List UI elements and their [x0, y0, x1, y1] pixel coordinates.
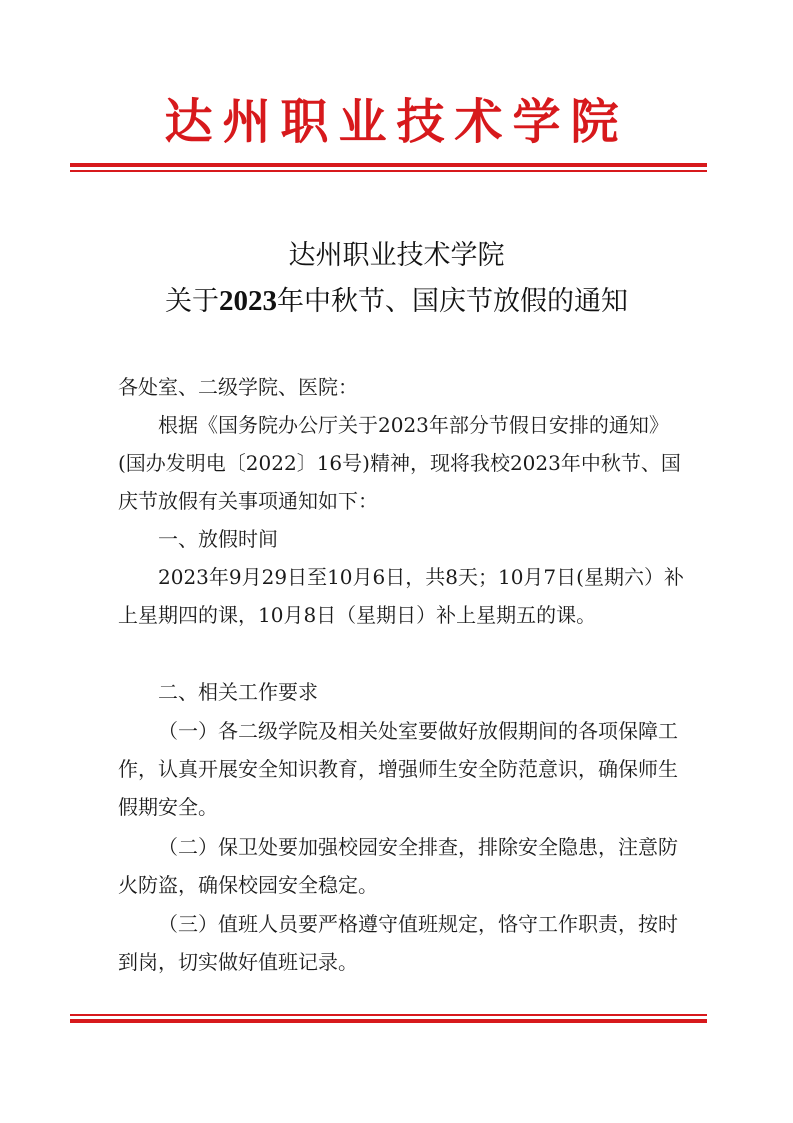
footer-rule-thick — [70, 1019, 707, 1023]
salutation: 各处室、二级学院、医院： — [118, 375, 358, 399]
section1-body: 2023年9月29日至10月6日，共8天；10月7日(星期六）补上星期四的课，10月8日（星期日）补上星期五的课。 — [118, 565, 684, 627]
footer-rule-thin — [70, 1014, 707, 1016]
title-suffix: 年中秋节、国庆节放假的通知 — [277, 286, 628, 317]
letterhead-title: 达州职业技术学院 — [164, 94, 629, 150]
section1-heading: 一、放假时间 — [158, 527, 278, 551]
section2-item-1: （一）各二级学院及相关处室要做好放假期间的各项保障工作，认真开展安全知识教育，增强师生安全防范意识，确保师生假期安全。 — [118, 719, 678, 819]
title-prefix: 关于 — [165, 286, 219, 317]
letterhead-rule-thin — [70, 170, 707, 172]
intro-paragraph: 根据《国务院办公厅关于2023年部分节假日安排的通知》(国办发明电〔2022〕16号)精神，现将我校2023年中秋节、国庆节放假有关事项通知如下： — [118, 413, 681, 513]
document-title-line1: 达州职业技术学院 — [288, 240, 505, 271]
section2-item-2: （二）保卫处要加强校园安全排查，排除安全隐患，注意防火防盗，确保校园安全稳定。 — [118, 835, 678, 897]
document-title-line2 — [0, 281, 793, 322]
title-year: 2023 — [219, 285, 277, 317]
section2-heading: 二、相关工作要求 — [158, 680, 318, 704]
section2-item-3: （三）值班人员要严格遵守值班规定，恪守工作职责，按时到岗，切实做好值班记录。 — [118, 912, 678, 974]
letterhead-rule-thick — [70, 163, 707, 167]
